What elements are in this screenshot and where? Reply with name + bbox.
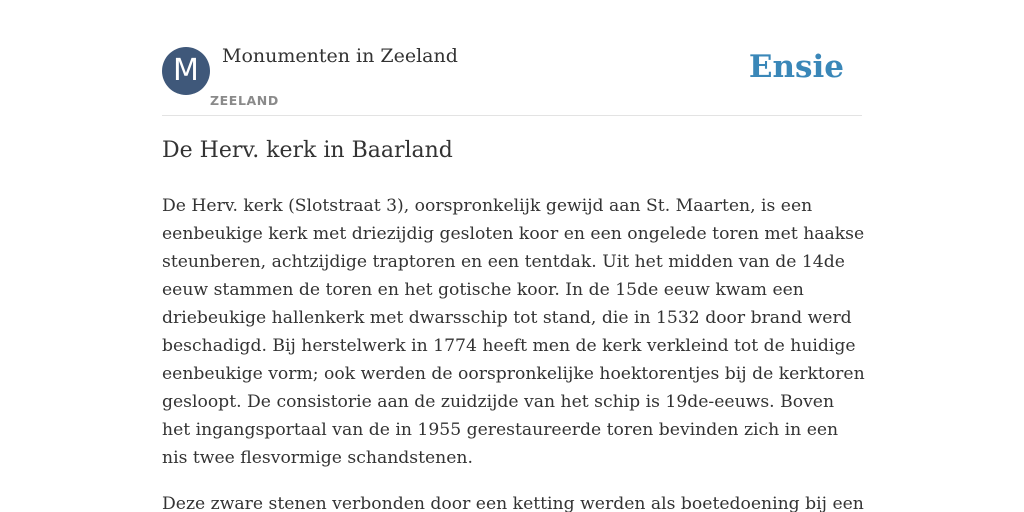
source-title[interactable]: Monumenten in Zeeland	[222, 45, 458, 67]
source-avatar[interactable]: M	[162, 47, 210, 95]
ensie-logo-link[interactable]: Ensie	[748, 49, 844, 85]
article-title: De Herv. kerk in Baarland	[162, 138, 453, 163]
source-subtitle[interactable]: ZEELAND	[210, 93, 279, 108]
article-paragraph: Deze zware stenen verbonden door een ketting werden als boetedoening bij een	[162, 494, 864, 512]
article-paragraph: De Herv. kerk (Slotstraat 3), oorspronkelijk gewijd aan St. Maarten, is een eenbeukige kerk met driezijdig gesloten koor en een ongelede toren met haakse steunberen, achtzijdige traptoren en een tentdak. Uit het midden van de 14de eeuw stammen de toren en het gotische koor. In de 15de eeuw kwam een driebeukige hallenkerk met dwarsschip tot stand, die in 1532 door brand werd beschadigd. Bij herstelwerk in 1774 heeft men de kerk verkleind tot de huidige eenbeukige vorm; ook werden de oorspronkelijke hoektorentjes bij de kerktoren gesloopt. De consistorie aan de zuidzijde van het schip is 19de-eeuws. Boven het ingangsportaal van de in 1955 gerestaureerde toren bevinden zich in een nis twee flesvormige schandstenen.	[162, 196, 865, 468]
source-header	[162, 0, 862, 116]
